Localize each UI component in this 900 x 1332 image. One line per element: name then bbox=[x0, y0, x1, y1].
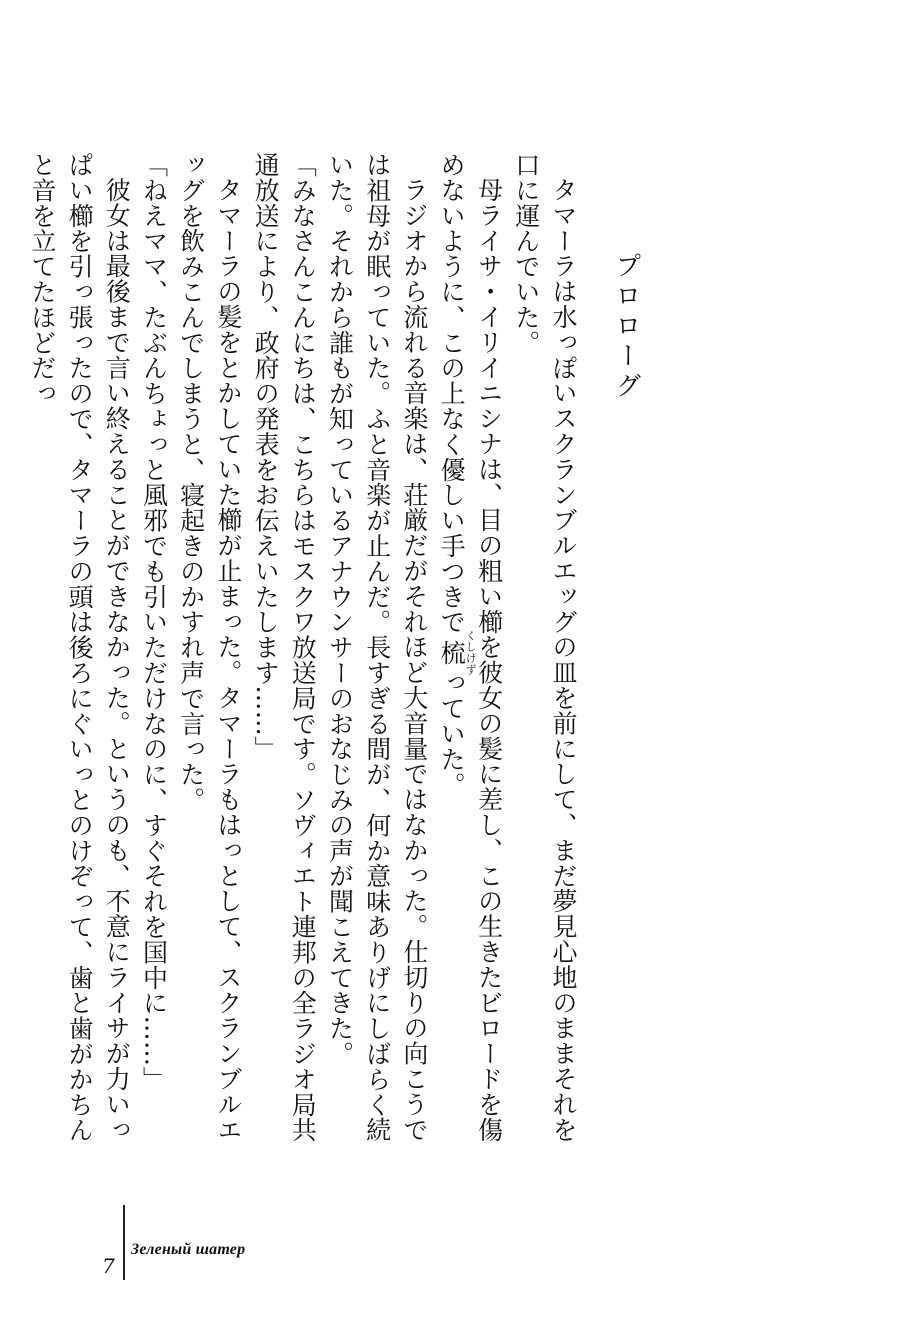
footer-divider bbox=[123, 1205, 125, 1280]
paragraph-1: タマーラは水っぽいスクランブルエッグの皿を前にして、まだ夢見心地のままそれを口に運んでいた。 bbox=[511, 152, 578, 1143]
ruby-annotation bbox=[437, 629, 478, 676]
chapter-title: プロローグ bbox=[611, 252, 641, 402]
paragraph-7: 彼女は最後まで言い終えることができなかった。というのも、不意にライサが力いっぱい櫛を引っ張ったので、タマーラの頭は後ろにぐいっとのけぞって、歯と歯がかちんと音を立てたほどだっ bbox=[27, 152, 132, 1143]
paragraph-2-text-before: 母ライサ・イリイニシナは、目の粗い櫛を彼女の髪に差し、この生きたビロードを傷めないように、この上なく優しい手つきで bbox=[437, 152, 504, 1143]
page-number: 7 bbox=[102, 1254, 115, 1278]
paragraph-2-text-after: っていた。 bbox=[437, 670, 467, 798]
paragraph-6-dialogue: 「ねえママ、たぶんちょっと風邪でも引いただけなのに、すぐそれを国中に……」 bbox=[139, 152, 169, 1092]
running-book-title: Зеленый шатер bbox=[131, 1241, 246, 1258]
ruby-reading: くしけず bbox=[464, 629, 478, 676]
paragraph-2 bbox=[433, 152, 508, 1162]
body-text bbox=[27, 152, 582, 1162]
paragraph-3: ラジオから流れる音楽は、荘厳だがそれほど大音量ではなかった。仕切りの向こうでは祖母が眠っていた。ふと音楽が止んだ。長すぎる間が、何か意味ありげにしばらく続いた。それから誰もが知っているアナウンサーのおなじみの声が聞こえてきた。 bbox=[325, 152, 429, 1143]
ruby-base: 梳 bbox=[437, 629, 467, 676]
paragraph-4-dialogue: 「みなさんこんにちは、こちらはモスクワ放送局です。ソヴィエト連邦の全ラジオ局共通放送により、政府の発表をお伝えいたします……」 bbox=[251, 152, 318, 1143]
paragraph-5: タマーラの髪をとかしていた櫛が止まった。タマーラもはっとして、スクランブルエッグを飲みこんでしまうと、寝起きのかすれ声で言った。 bbox=[176, 152, 243, 1143]
